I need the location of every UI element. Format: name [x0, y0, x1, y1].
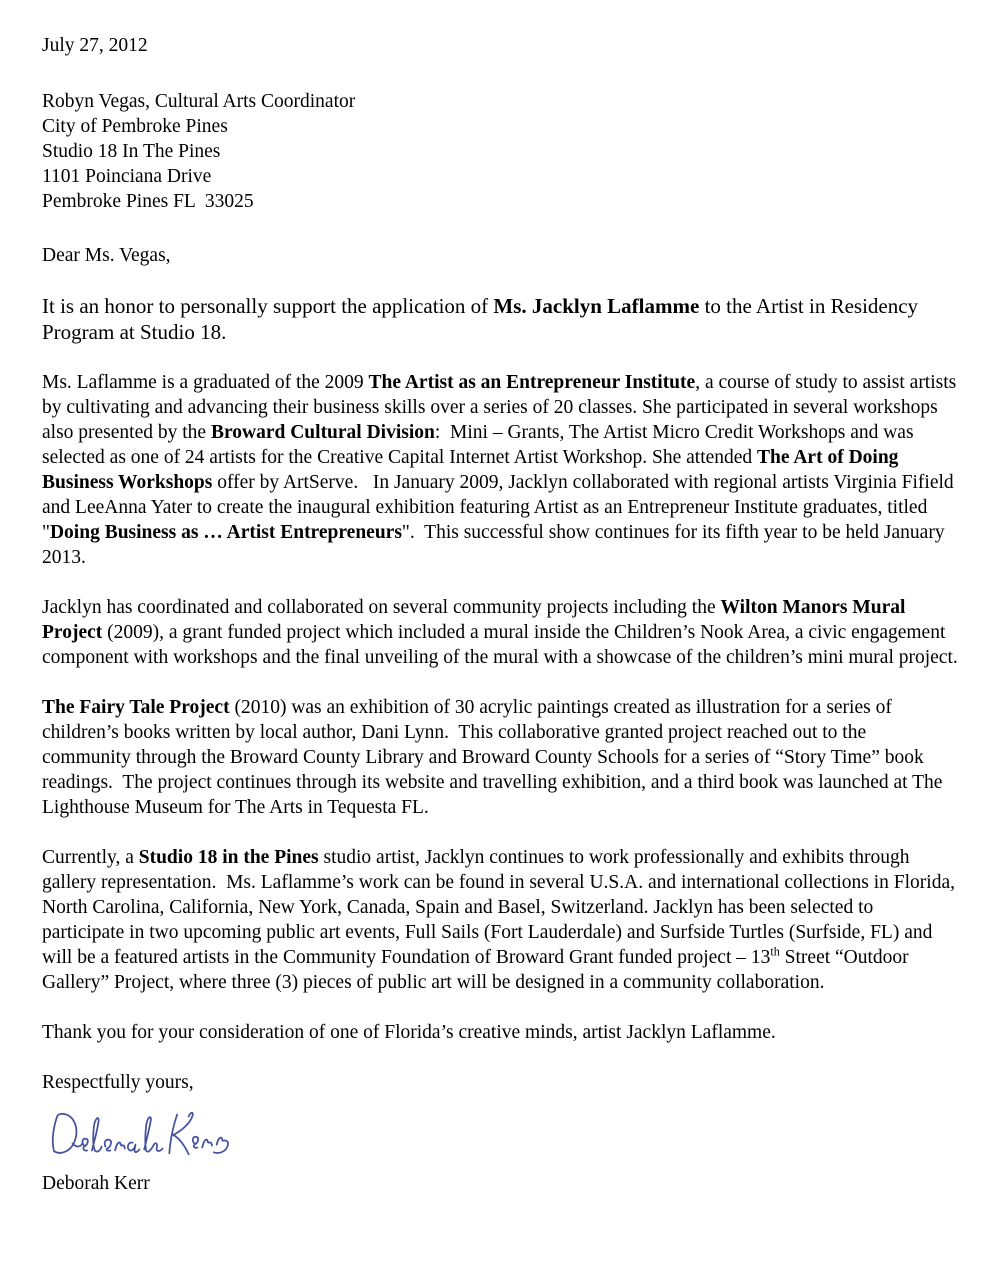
text-run: ". This successful show continues for its fifth year to be held January 2013. — [42, 522, 950, 568]
text-run: , a course of study to assist artists by cultivating and advancing their business skills over a series of 20 classes. She participated in several workshops also presented by the — [42, 372, 962, 443]
text-run: offer by ArtServe. In January 2009, Jacklyn collaborated with regional artists Virginia Fifield and LeeAnna Yater to create the inaugural exhibition featuring Artist as an Entrepreneur Institute graduates, titled " — [42, 472, 959, 543]
bold-run: The Artist as an Entrepreneur Institute — [368, 372, 696, 393]
ordinal-superscript: th — [770, 944, 780, 959]
paragraph-wilton-manors — [42, 595, 958, 670]
paragraph-intro — [42, 293, 958, 345]
bold-run: The Fairy Tale Project — [42, 697, 230, 718]
text-run: Street “Outdoor Gallery” Project, where three (3) pieces of public art will be designed in a community collaboration. — [42, 947, 914, 993]
paragraph-current-work — [42, 845, 958, 995]
letter-date: July 27, 2012 — [42, 35, 148, 56]
signature-name: Deborah Kerr — [42, 1173, 150, 1194]
signature-image — [44, 1103, 958, 1163]
closing: Respectfully yours, — [42, 1072, 194, 1093]
salutation: Dear Ms. Vegas, — [42, 245, 171, 266]
bold-run: Doing Business as … Artist Entrepreneurs — [49, 522, 402, 543]
paragraph-thanks — [42, 1020, 958, 1045]
bold-run: Studio 18 in the Pines — [138, 847, 319, 868]
text-run: (2009), a grant funded project which included a mural inside the Children’s Nook Area, a civic engagement component with workshops and the final unveiling of the mural with a showcase of the children’s mini mural project. — [42, 622, 958, 668]
signature-stroke — [53, 1113, 228, 1155]
address-line-studio: Studio 18 In The Pines — [42, 141, 221, 162]
address-line-name: Robyn Vegas, Cultural Arts Coordinator — [42, 91, 356, 112]
bold-run: Broward Cultural Division — [210, 422, 435, 443]
address-line-city-state-zip: Pembroke Pines FL 33025 — [42, 191, 254, 212]
text-run: : Mini – Grants, The Artist Micro Credit Workshops and was selected as one of 24 artists for the Creative Capital Internet Artist Workshop. She attended — [42, 422, 919, 468]
text-run: studio artist, Jacklyn continues to work professionally and exhibits through gallery representation. Ms. Laflamme’s work can be found in several U.S.A. and international collections in Florida, North Carolina, California, New York, Canada, Spain and Basel, Switzerland. Jacklyn has been selected to participate in two upcoming public art events, Full Sails (Fort Lauderdale) and Surfside Turtles (Surfside, FL) and will be a featured artists in the Community Foundation of Broward Grant funded project – 13 — [42, 847, 960, 968]
paragraph-fairy-tale — [42, 695, 958, 820]
text-run: Ms. Laflamme is a graduated of the 2009 — [42, 372, 369, 393]
recipient-address — [42, 89, 958, 214]
address-line-city-org: City of Pembroke Pines — [42, 116, 228, 137]
text-run: Currently, a — [42, 847, 139, 868]
bold-run: The Art of Doing Business Workshops — [42, 447, 904, 493]
bold-run: Wilton Manors Mural Project — [42, 597, 911, 643]
paragraph-background — [42, 370, 962, 570]
text-run: (2010) was an exhibition of 30 acrylic paintings created as illustration for a series of children’s books written by local author, Dani Lynn. This collaborative granted project reached out to the community through the Broward County Library and Broward County Schools for a series of “Story Time” book readings. The project continues through its website and travelling exhibition, and a third book was launched at The Lighthouse Museum for The Arts in Tequesta FL. — [42, 697, 948, 818]
address-line-street: 1101 Poinciana Drive — [42, 166, 212, 187]
text-run: It is an honor to personally support the application of — [42, 294, 494, 318]
text-run: Jacklyn has coordinated and collaborated on several community projects including the — [42, 597, 721, 618]
text-run: Thank you for your consideration of one of Florida’s creative minds, artist Jacklyn Laflamme. — [42, 1022, 776, 1043]
text-run: to the Artist in Residency Program at Studio 18. — [42, 294, 924, 344]
bold-run: Ms. Jacklyn Laflamme — [493, 294, 700, 318]
